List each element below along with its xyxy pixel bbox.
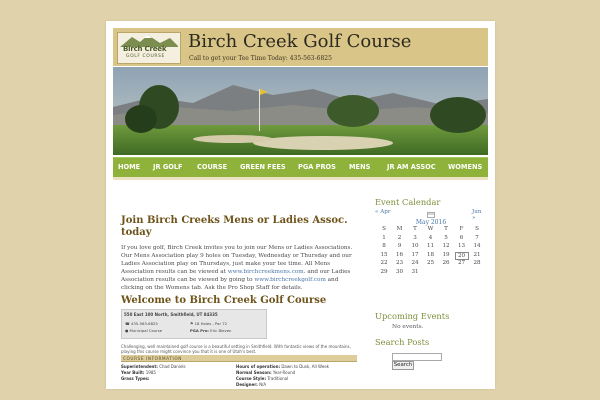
logo-text: Birch Creek xyxy=(123,45,167,53)
post-title-mens-ladies[interactable]: Join Birch Creeks Mens or Ladies Assoc. today xyxy=(121,215,348,238)
calendar-day[interactable]: 8 xyxy=(382,243,386,249)
upcoming-events-title: Upcoming Events xyxy=(375,311,450,321)
calendar-day[interactable]: 25 xyxy=(426,260,435,266)
search-posts-title: Search Posts xyxy=(375,337,430,347)
hero-golf-course-image xyxy=(113,67,488,155)
season-row xyxy=(236,370,295,375)
calendar-next-month-link[interactable]: Jun » xyxy=(472,209,482,221)
calendar-day[interactable]: 5 xyxy=(444,234,448,241)
calendar-day[interactable]: 21 xyxy=(473,251,481,258)
page-frame xyxy=(106,21,495,389)
flag-icon: ⚑ xyxy=(190,321,194,326)
course-info-box xyxy=(121,309,267,339)
main-content xyxy=(121,177,363,387)
nav-item-home[interactable]: HOME xyxy=(118,163,141,171)
calendar-month-label: May 2016 xyxy=(415,219,447,226)
calendar-weekday-header: M xyxy=(396,226,403,232)
style-row xyxy=(236,376,288,381)
ci-value: 1985 xyxy=(145,370,156,375)
calendar-day[interactable]: 10 xyxy=(411,243,419,249)
calendar-day-today[interactable]: 20 xyxy=(455,252,469,260)
course-holes: 18 Holes - Par 72 xyxy=(194,321,228,326)
phone-icon: ☎ xyxy=(125,321,130,326)
calendar-day[interactable]: 3 xyxy=(413,234,417,241)
nav-item-womens[interactable]: WOMENS xyxy=(448,163,483,171)
calendar-day[interactable]: 12 xyxy=(442,243,450,249)
calendar-day[interactable]: 16 xyxy=(395,251,404,258)
phone-row xyxy=(125,321,158,326)
course-type-row xyxy=(125,328,162,333)
nav-item-mens[interactable]: MENS xyxy=(349,163,371,171)
calendar-weekday-header: S xyxy=(382,226,386,232)
post-body-mens-ladies xyxy=(121,245,355,292)
pga-pro-row xyxy=(190,328,231,333)
calendar-day[interactable]: 28 xyxy=(473,260,481,266)
calendar-day[interactable]: 19 xyxy=(442,251,450,258)
calendar-icon xyxy=(427,212,435,218)
calendar-day[interactable]: 22 xyxy=(380,260,388,266)
pga-pro-name: Eric Bleven xyxy=(210,328,232,333)
post-text: If you love golf, Birch Creek invites you to join our Mens or Ladies Associations. Our Mens Association play 9 holes on Tuesday, Wednesday or Thursday and our Ladies Association play on Thursdays, just make your tee time. All Mens Association results can be viewed at xyxy=(121,245,353,275)
calendar-day[interactable]: 4 xyxy=(428,234,433,241)
calendar-day[interactable]: 24 xyxy=(411,260,419,266)
post-text: . and our Ladies Association results can be viewed by going to xyxy=(121,268,351,283)
nav-item-pga-pros[interactable]: PGA PROS xyxy=(298,163,336,171)
calendar-day[interactable]: 31 xyxy=(411,268,419,275)
course-intro-text: Challenging, well maintained golf course is a beautiful setting in Smithfield. With fantastic views of the mountains, playing this course might convince you that it is one of Utah's best. xyxy=(121,344,351,354)
calendar-day[interactable]: 6 xyxy=(459,234,464,241)
calendar-day[interactable]: 30 xyxy=(395,268,404,275)
no-events-text: No events. xyxy=(392,324,424,330)
mens-results-link[interactable]: www.birchcreekmens.com xyxy=(227,268,304,275)
logo-subtext: GOLF COURSE xyxy=(126,54,165,59)
site-title[interactable]: Birch Creek Golf Course xyxy=(188,31,412,52)
calendar-day[interactable]: 18 xyxy=(426,251,435,258)
nav-item-green-fees[interactable]: GREEN FEES xyxy=(240,163,286,171)
calendar-day[interactable]: 26 xyxy=(442,260,450,266)
bullet-icon: ● xyxy=(125,328,129,333)
course-phone: 435-563-6825 xyxy=(130,321,158,326)
ci-value: Chad Daniels xyxy=(159,364,186,369)
nav-item-course[interactable]: COURSE xyxy=(197,163,228,171)
site-tagline: Call to get your Tee Time Today: 435-563-6825 xyxy=(189,55,332,62)
superintendent-row xyxy=(121,364,186,369)
ci-value: N/A xyxy=(259,382,267,387)
calendar-weekday-header: F xyxy=(459,226,464,232)
event-calendar-title: Event Calendar xyxy=(375,197,441,207)
search-button[interactable]: Search xyxy=(393,362,413,368)
content-area xyxy=(113,177,488,387)
site-logo[interactable] xyxy=(117,32,181,64)
calendar-prev-month-link[interactable]: « Apr xyxy=(375,209,391,215)
ci-label: Designer: xyxy=(236,382,258,387)
ci-label: Year Built: xyxy=(121,370,145,375)
calendar-day[interactable]: 17 xyxy=(411,251,419,258)
course-address: 550 East 100 North, Smithfield, UT 84335 xyxy=(124,312,218,317)
ci-value: Dawn to Dusk, All Week xyxy=(281,364,329,369)
calendar-day[interactable]: 9 xyxy=(397,243,402,249)
calendar-day[interactable]: 23 xyxy=(395,260,404,266)
holes-row xyxy=(190,321,227,326)
grass-types-row xyxy=(121,376,150,381)
main-nav xyxy=(113,157,488,177)
search-input[interactable] xyxy=(392,353,442,361)
calendar-day[interactable]: 14 xyxy=(473,243,481,249)
site-header xyxy=(113,28,488,66)
ladies-results-link[interactable]: www.birchcreekgolf.com xyxy=(254,276,326,283)
ci-value: Year-Round xyxy=(272,370,296,375)
course-information-header: COURSE INFORMATION xyxy=(121,355,357,362)
course-type: Municipal Course xyxy=(129,328,163,333)
calendar-day[interactable]: 29 xyxy=(380,268,388,275)
calendar-weekday-header: W xyxy=(427,226,434,232)
calendar-day[interactable]: 27 xyxy=(457,260,466,266)
ci-label: Hours of operation: xyxy=(236,364,281,369)
calendar-day[interactable]: 15 xyxy=(380,251,388,258)
calendar-weekday-header: S xyxy=(475,226,479,232)
post-title-welcome[interactable]: Welcome to Birch Creek Golf Course xyxy=(121,295,327,306)
nav-item-jr-am-assoc[interactable]: JR AM ASSOC xyxy=(387,163,436,171)
sidebar xyxy=(375,177,485,387)
ci-label: Normal Season: xyxy=(236,370,272,375)
calendar-day[interactable]: 2 xyxy=(397,234,402,241)
hours-row xyxy=(236,364,329,369)
ci-label: Course Style: xyxy=(236,376,267,381)
calendar-day[interactable]: 13 xyxy=(457,243,466,249)
nav-item-jr-golf[interactable]: JR GOLF xyxy=(153,163,183,171)
calendar-day[interactable]: 1 xyxy=(382,234,386,241)
year-built-row xyxy=(121,370,156,375)
calendar-day[interactable]: 7 xyxy=(475,234,479,241)
ci-label: Superintendent: xyxy=(121,364,158,369)
ci-label: Grass Types: xyxy=(121,376,150,381)
ci-value: Traditional xyxy=(267,376,289,381)
calendar-weekday-header: T xyxy=(413,226,417,232)
post-text: and clicking on the Womens tab. Ask the Pro Shop Staff for details. xyxy=(121,276,339,291)
calendar-weekday-header: T xyxy=(444,226,448,232)
pga-pro-label: PGA Pro: xyxy=(190,328,209,333)
calendar-day[interactable]: 11 xyxy=(426,243,435,249)
designer-row xyxy=(236,382,266,387)
